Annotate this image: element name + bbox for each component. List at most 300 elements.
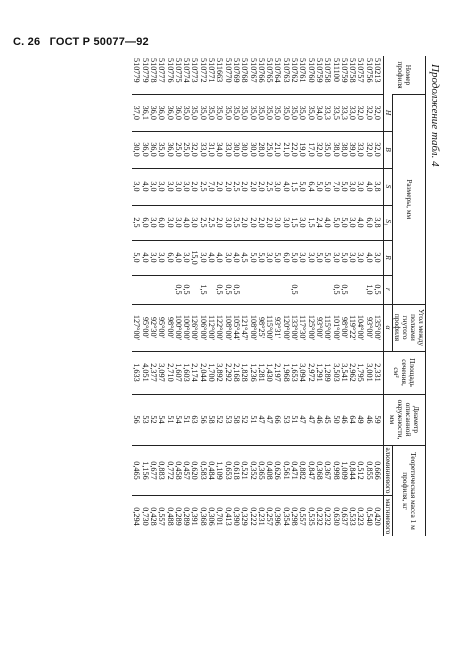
cell-r-big: 5,0	[257, 240, 265, 275]
cell-r-small	[273, 275, 281, 304]
table-row	[373, 56, 384, 536]
cell-profile: 510776	[165, 58, 175, 83]
cell-s: 7,0	[207, 168, 215, 205]
cell-h: 35,0	[190, 95, 198, 132]
cell-s: 1,5	[290, 168, 298, 205]
cell-aluminum: 0,471	[290, 445, 298, 496]
cell-h: 35,0	[207, 95, 215, 132]
cell-area: 3,094	[298, 351, 306, 394]
cell-area: 1,603	[182, 351, 190, 394]
cell-s: 2,0	[190, 168, 198, 205]
cell-r-small: 0,5	[340, 275, 348, 304]
table-row	[174, 56, 182, 536]
cell-aluminum: 0,998	[331, 445, 339, 496]
cell-area: 1,795	[356, 351, 364, 394]
cell-r-small	[298, 275, 306, 304]
cell-diameter: 64	[348, 394, 356, 445]
cell-magnesium: 0,231	[257, 496, 265, 537]
cell-profile: 510779	[132, 58, 142, 83]
cell-r-big: 5,0	[323, 240, 331, 275]
cell-r-big: 4,0	[140, 240, 148, 275]
header-dimensions: Размеры, мм	[393, 95, 426, 305]
cell-profile: 510777	[157, 58, 167, 83]
cell-h: 33,3	[340, 95, 348, 132]
cell-aluminum: 0,521	[240, 445, 248, 496]
cell-angle: 115°00'	[265, 304, 273, 351]
cell-s1: 3,0	[348, 205, 356, 240]
cell-aluminum: 0,653	[223, 445, 231, 496]
cell-b: 36,0	[165, 131, 173, 168]
cell-s1: 3,0	[281, 205, 289, 240]
cell-diameter: 54	[174, 394, 182, 445]
cell-r-big: 3,0	[265, 240, 273, 275]
cell-area: 1,968	[281, 351, 289, 394]
cell-s: 2,0	[240, 168, 248, 205]
header-alpha: α	[384, 304, 393, 351]
cell-aluminum: 0,465	[132, 445, 140, 496]
table-row	[223, 56, 231, 536]
cell-b: 30,0	[240, 131, 248, 168]
cell-aluminum: 0,408	[265, 445, 273, 496]
cell-diameter: 47	[298, 394, 306, 445]
cell-r-big: 3,0	[373, 240, 384, 275]
table-row	[149, 56, 157, 536]
cell-s1: 6,0	[157, 205, 165, 240]
cell-s1: 6,0	[140, 205, 148, 240]
cell-b: 36,0	[149, 131, 157, 168]
cell-s: 2,5	[198, 168, 206, 205]
cell-angle: 92°30'	[149, 304, 157, 351]
cell-profile: 510213	[373, 58, 382, 83]
cell-h: 35,0	[265, 95, 273, 132]
cell-profile: 510760	[306, 58, 316, 83]
cell-b: 38,0	[331, 131, 339, 168]
table-row	[240, 56, 248, 536]
cell-r-big: 3,0	[223, 240, 231, 275]
cell-r-small	[149, 275, 157, 304]
cell-r-small	[348, 275, 356, 304]
cell-b: 33,0	[356, 131, 364, 168]
cell-r-big: 5,0	[273, 240, 281, 275]
table-row	[281, 56, 289, 536]
cell-angle: 98°25'	[257, 304, 265, 351]
cell-area: 1,236	[248, 351, 256, 394]
cell-b: 32,0	[373, 131, 384, 168]
cell-s1: 1,5	[290, 205, 298, 240]
cell-magnesium: 0,368	[198, 496, 206, 537]
cell-aluminum: 0,847	[306, 445, 314, 496]
cell-magnesium: 0,298	[290, 496, 298, 537]
cell-area: 4,051	[140, 351, 148, 394]
cell-r-big: 3,0	[157, 240, 165, 275]
cell-r-big: 5,0	[290, 240, 298, 275]
cell-b: 30,0	[232, 131, 240, 168]
cell-profile: 510765	[265, 58, 275, 83]
cell-profile: 510772	[198, 58, 208, 83]
cell-magnesium: 0,533	[348, 496, 356, 537]
cell-r-small: 0,5	[290, 275, 298, 304]
table-body	[132, 56, 383, 536]
cell-h: 35,0	[232, 95, 240, 132]
header-s1: S₁	[384, 205, 393, 240]
cell-magnesium: 0,557	[157, 496, 165, 537]
page-number: С. 26	[13, 36, 41, 48]
cell-diameter: 63	[190, 394, 198, 445]
cell-profile: 510762	[290, 58, 300, 83]
cell-aluminum: 0,367	[323, 445, 331, 496]
cell-diameter: 46	[364, 394, 372, 445]
table-caption: Продолжение табл. 4	[429, 64, 441, 167]
header-r-big: R	[384, 240, 393, 275]
cell-area: 2,377	[149, 351, 157, 394]
cell-area: 2,292	[223, 351, 231, 394]
cell-r-big: 3,0	[182, 240, 190, 275]
table-row	[140, 56, 148, 536]
cell-aluminum: 1,156	[140, 445, 148, 496]
cell-s: 3,0	[157, 168, 165, 205]
cell-h: 35,0	[215, 95, 223, 132]
cell-h: 35,0	[290, 95, 298, 132]
cell-magnesium: 0,222	[248, 496, 256, 537]
cell-angle: 122°00'	[215, 304, 223, 351]
cell-b: 31,0	[207, 131, 215, 168]
cell-angle: 95°00'	[157, 304, 165, 351]
cell-diameter: 58	[207, 394, 215, 445]
cell-aluminum: 0,844	[348, 445, 356, 496]
cell-area: 3,097	[157, 351, 165, 394]
cell-s1: 1,5	[306, 205, 314, 240]
cell-magnesium: 0,396	[273, 496, 281, 537]
cell-angle: 115°00'	[323, 304, 331, 351]
cell-s1: 3,5	[232, 205, 240, 240]
table-row	[306, 56, 314, 536]
cell-area: 2,972	[306, 351, 314, 394]
table-row	[340, 56, 348, 536]
cell-r-big: 4,0	[232, 240, 240, 275]
cell-s1: 5,0	[331, 205, 339, 240]
cell-s1: 4,0	[356, 205, 364, 240]
cell-s1: 3,0	[298, 205, 306, 240]
cell-s1: 4,0	[182, 205, 190, 240]
cell-profile: 510761	[298, 58, 308, 83]
cell-profile: 510758	[348, 58, 358, 83]
cell-aluminum: 1,109	[215, 445, 223, 496]
header-s: S	[384, 168, 393, 205]
cell-r-big: 3,0	[198, 240, 206, 275]
cell-magnesium: 0,391	[190, 496, 198, 537]
cell-diameter: 66	[273, 394, 281, 445]
cell-magnesium: 0,701	[215, 496, 223, 537]
cell-s: 2,0	[257, 168, 265, 205]
cell-aluminum: 0,666	[373, 445, 384, 496]
cell-magnesium: 0,428	[149, 496, 157, 537]
cell-area: 2,168	[232, 351, 240, 394]
cell-profile: 510771	[207, 58, 217, 83]
cell-area: 3,541	[340, 351, 348, 394]
cell-aluminum: 0,626	[273, 445, 281, 496]
table-row	[132, 56, 140, 536]
cell-h: 32,0	[364, 95, 372, 132]
header-r-small: r	[384, 275, 393, 304]
cell-magnesium: 0,329	[240, 496, 248, 537]
cell-diameter: 53	[223, 394, 231, 445]
table-row	[207, 56, 215, 536]
cell-magnesium: 0,540	[364, 496, 372, 537]
cell-s: 2,0	[248, 168, 256, 205]
cell-b: 36,0	[140, 131, 148, 168]
cell-r-big: 3,0	[348, 240, 356, 275]
cell-r-small: 0,5	[331, 275, 339, 304]
cell-b: 21,0	[273, 131, 281, 168]
table-row	[356, 56, 364, 536]
cell-r-big: 3,0	[306, 240, 314, 275]
cell-s: 4,0	[281, 168, 289, 205]
cell-magnesium: 0,390	[232, 496, 240, 537]
cell-r-small: 0,5	[215, 275, 223, 304]
cell-diameter: 46	[340, 394, 348, 445]
table-row	[257, 56, 265, 536]
cell-angle: 108°00'	[248, 304, 256, 351]
header-mass: Теоретическая масса 1 м профиля, кг	[393, 445, 426, 536]
cell-area: 1,633	[132, 351, 140, 394]
header-diameter: Диаметр описанной окружности, мм	[384, 394, 426, 445]
cell-s: 3,0	[182, 168, 190, 205]
cell-aluminum: 0,772	[165, 445, 173, 496]
cell-h: 34,0	[315, 95, 323, 132]
cell-angle: 106°00'	[198, 304, 206, 351]
cell-s: 3,0	[356, 168, 364, 205]
header-angle: Угол между полками гнутого профиля	[393, 304, 426, 351]
profile-table	[132, 56, 426, 536]
cell-angle: 93°00'	[364, 304, 372, 351]
cell-area: 1,653	[290, 351, 298, 394]
cell-magnesium: 0,557	[298, 496, 306, 537]
cell-diameter: 51	[182, 394, 190, 445]
cell-diameter: 56	[198, 394, 206, 445]
cell-b: 22,0	[290, 131, 298, 168]
cell-r-small: 0,5	[223, 275, 231, 304]
cell-area: 1,828	[240, 351, 248, 394]
table-row	[273, 56, 281, 536]
cell-s1: 2,0	[215, 205, 223, 240]
cell-b: 19,0	[298, 131, 306, 168]
cell-s1: 2,0	[257, 205, 265, 240]
cell-s: 5,0	[340, 168, 348, 205]
cell-area: 1,700	[207, 351, 215, 394]
cell-diameter: 52	[215, 394, 223, 445]
cell-area: 2,331	[373, 351, 384, 394]
cell-b: 17,0	[306, 131, 314, 168]
cell-angle: 105°44'	[232, 304, 240, 351]
cell-aluminum: 0,484	[207, 445, 215, 496]
cell-s1: 2,0	[248, 205, 256, 240]
cell-s: 7,0	[331, 168, 339, 205]
cell-b: 32,0	[364, 131, 372, 168]
cell-aluminum: 0,352	[248, 445, 256, 496]
cell-b: 30,0	[132, 131, 140, 168]
cell-h: 35,0	[281, 95, 289, 132]
cell-h: 35,0	[298, 95, 306, 132]
cell-s1: 2,0	[265, 205, 273, 240]
cell-profile: 510764	[273, 58, 283, 83]
cell-r-small	[240, 275, 248, 304]
cell-r-small	[315, 275, 323, 304]
cell-profile: 511663	[215, 58, 225, 83]
cell-b: 32,0	[190, 131, 198, 168]
cell-profile: 510769	[231, 58, 241, 83]
cell-h: 36,0	[149, 95, 157, 132]
cell-magnesium: 0,354	[281, 496, 289, 537]
cell-b: 32,0	[315, 131, 323, 168]
table-row	[290, 56, 298, 536]
cell-b: 21,0	[281, 131, 289, 168]
cell-r-small	[157, 275, 165, 304]
cell-angle: 108°00'	[223, 304, 231, 351]
cell-h: 33,0	[348, 95, 356, 132]
cell-r-small: 1,0	[364, 275, 372, 304]
cell-profile: 510779	[140, 58, 150, 83]
cell-r-big: 3,0	[298, 240, 306, 275]
header-magnesium: магниевого	[384, 496, 393, 537]
table-row	[198, 56, 206, 536]
cell-profile: 511100	[331, 58, 341, 82]
cell-aluminum: 0,883	[157, 445, 165, 496]
table-row	[215, 56, 223, 536]
cell-diameter: 47	[257, 394, 265, 445]
cell-aluminum: 0,365	[257, 445, 265, 496]
cell-r-small	[207, 275, 215, 304]
cell-h: 35,0	[198, 95, 206, 132]
cell-angle: 100°00'	[182, 304, 190, 351]
cell-area: 2,962	[348, 351, 356, 394]
cell-s: 5,0	[298, 168, 306, 205]
cell-profile: 510759	[314, 58, 324, 83]
cell-profile: 510774	[182, 58, 192, 83]
table-row	[248, 56, 256, 536]
cell-diameter: 52	[149, 394, 157, 445]
cell-h: 37,0	[132, 95, 140, 132]
cell-h: 36,0	[174, 95, 182, 132]
cell-s: 6,4	[306, 168, 314, 205]
cell-r-small: 0,5	[182, 275, 190, 304]
cell-r-big: 5,0	[248, 240, 256, 275]
cell-s: 3,0	[273, 168, 281, 205]
standard-code: ГОСТ Р 50077—92	[49, 36, 149, 48]
header-h: H	[384, 95, 393, 132]
cell-area: 2,044	[198, 351, 206, 394]
header-profile: Номер профиля	[384, 56, 426, 95]
cell-angle: 126°00'	[190, 304, 198, 351]
table-row	[348, 56, 356, 536]
cell-angle: 133°00'	[290, 304, 298, 351]
cell-diameter: 56	[132, 394, 140, 445]
cell-h: 33,3	[323, 95, 331, 132]
cell-profile: 510766	[256, 58, 266, 83]
cell-angle: 100°00'	[174, 304, 182, 351]
cell-s1: 2,4	[315, 205, 323, 240]
cell-magnesium: 0,257	[265, 496, 273, 537]
cell-aluminum: 0,618	[232, 445, 240, 496]
cell-s: 2,5	[265, 168, 273, 205]
cell-profile: 510767	[248, 58, 258, 83]
cell-angle: 125°00'	[306, 304, 314, 351]
cell-r-small	[140, 275, 148, 304]
cell-b: 25,0	[182, 131, 190, 168]
cell-s: 2,0	[223, 168, 231, 205]
cell-magnesium: 0,289	[174, 496, 182, 537]
cell-angle: 101°00'	[331, 304, 339, 351]
cell-s: 3,0	[174, 168, 182, 205]
table-row	[331, 56, 339, 536]
cell-area: 3,503	[331, 351, 339, 394]
cell-diameter: 51	[165, 394, 173, 445]
cell-h: 35,0	[248, 95, 256, 132]
cell-aluminum: 0,620	[190, 445, 198, 496]
cell-b: 39,0	[348, 131, 356, 168]
cell-s: 4,0	[140, 168, 148, 205]
cell-b: 25,0	[265, 131, 273, 168]
cell-angle: 93°31'	[273, 304, 281, 351]
cell-b: 38,0	[340, 131, 348, 168]
cell-aluminum: 0,512	[356, 445, 364, 496]
cell-magnesium: 0,323	[356, 496, 364, 537]
cell-diameter: 52	[240, 394, 248, 445]
cell-s1: 3,8	[373, 205, 384, 240]
cell-r-small: 0,5	[174, 275, 182, 304]
cell-s1: 3,0	[149, 205, 157, 240]
cell-magnesium: 0,420	[373, 496, 384, 537]
cell-s1: 2,0	[240, 205, 248, 240]
cell-s1: 3,0	[273, 205, 281, 240]
cell-r-small: 0,5	[232, 275, 240, 304]
cell-diameter: 53	[281, 394, 289, 445]
cell-r-small	[132, 275, 140, 304]
cell-aluminum: 0,855	[364, 445, 372, 496]
cell-magnesium: 0,232	[315, 496, 323, 537]
table-row	[190, 56, 198, 536]
cell-aluminum: 0,583	[198, 445, 206, 496]
cell-magnesium: 0,294	[132, 496, 140, 537]
cell-b: 35,0	[157, 131, 165, 168]
cell-angle: 95°00'	[140, 304, 148, 351]
cell-s1: 2,5	[198, 205, 206, 240]
cell-profile: 510758	[323, 58, 333, 83]
cell-r-small: 0,5	[373, 275, 384, 304]
cell-r-big: 4,0	[215, 240, 223, 275]
cell-b: 30,0	[248, 131, 256, 168]
cell-r-small	[165, 275, 173, 304]
cell-diameter: 58	[232, 394, 240, 445]
cell-r-small	[265, 275, 273, 304]
cell-r-big: 3,0	[149, 240, 157, 275]
cell-b: 33,0	[223, 131, 231, 168]
cell-diameter: 50	[331, 394, 339, 445]
cell-angle: 112°00'	[207, 304, 215, 351]
cell-aluminum: 1,009	[340, 445, 348, 496]
cell-diameter: 59	[373, 394, 384, 445]
cell-aluminum: 0,561	[281, 445, 289, 496]
cell-h: 35,0	[306, 95, 314, 132]
cell-diameter: 47	[265, 394, 273, 445]
table-row	[323, 56, 331, 536]
cell-s1: 5,0	[340, 205, 348, 240]
table-row	[157, 56, 165, 536]
cell-h: 32,0	[373, 95, 384, 132]
cell-area: 1,430	[265, 351, 273, 394]
cell-profile: 510757	[356, 58, 366, 83]
cell-angle: 120°00'	[281, 304, 289, 351]
cell-profile: 510763	[281, 58, 291, 83]
